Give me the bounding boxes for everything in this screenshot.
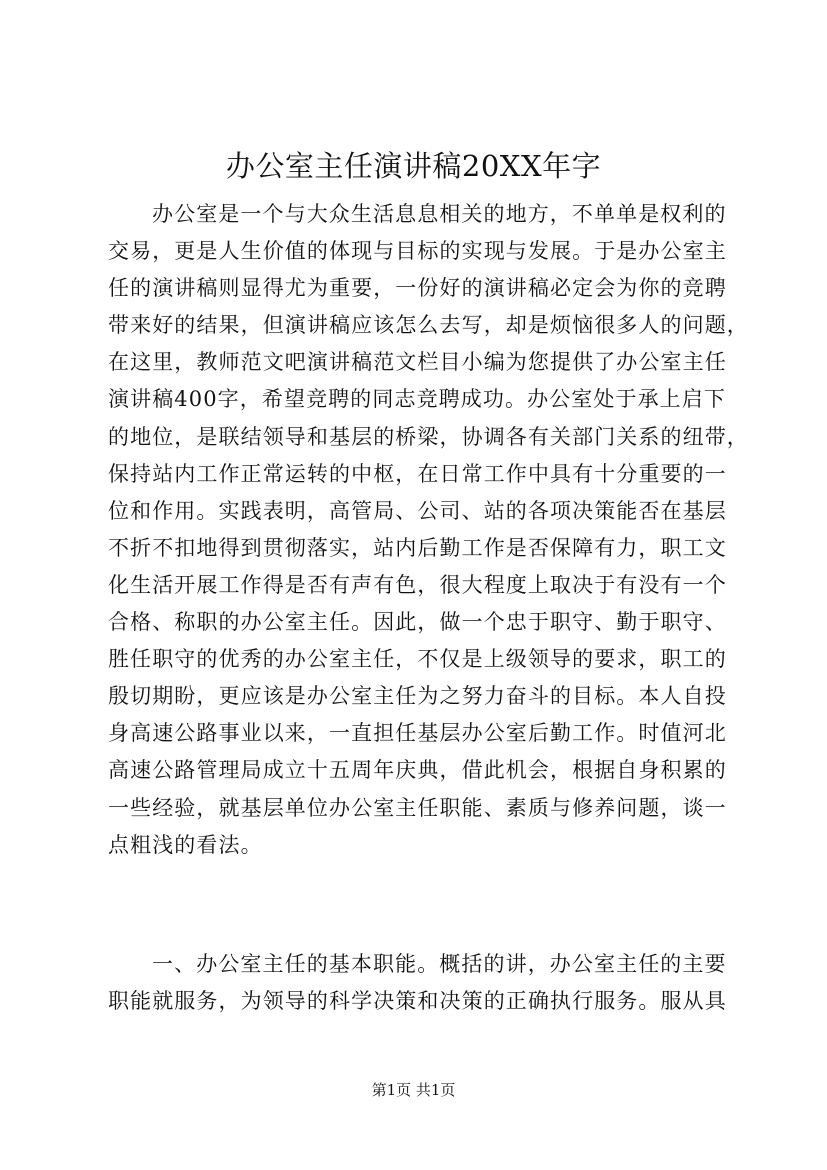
text-line: 点粗浅的看法。 xyxy=(108,832,263,857)
paragraph-2 xyxy=(108,946,748,1020)
text-line: 身高速公路事业以来，一直担任基层办公室后勤工作。时值河北 xyxy=(108,721,727,746)
text-line: 的地位，是联结领导和基层的桥梁，协调各有关部门关系的纽带， xyxy=(108,424,749,449)
document-title: 办公室主任演讲稿20XX年字 xyxy=(225,149,602,183)
text-line: 高速公路管理局成立十五周年庆典，借此机会，根据自身积累的 xyxy=(108,758,727,783)
text-line: 位和作用。实践表明，高管局、公司、站的各项决策能否在基层 xyxy=(108,498,727,523)
text-line: 一些经验，就基层单位办公室主任职能、素质与修养问题，谈一 xyxy=(108,795,727,820)
text-line: 职能就服务，为领导的科学决策和决策的正确执行服务。服从具 xyxy=(108,989,727,1014)
page-number-footer: 第1页 共1页 xyxy=(371,1081,456,1099)
text-line: 胜任职守的优秀的办公室主任，不仅是上级领导的要求，职工的 xyxy=(108,647,727,672)
text-line: 办公室是一个与大众生活息息相关的地方，不单单是权利的 xyxy=(152,202,727,226)
text-line: 任的演讲稿则显得尤为重要，一份好的演讲稿必定会为你的竞聘 xyxy=(108,276,727,301)
text-line: 一、办公室主任的基本职能。概括的讲，办公室主任的主要 xyxy=(152,952,727,976)
text-line: 交易，更是人生价值的体现与目标的实现与发展。于是办公室主 xyxy=(108,239,727,264)
text-line: 殷切期盼，更应该是办公室主任为之努力奋斗的目标。本人自投 xyxy=(108,684,727,709)
text-line: 合格、称职的办公室主任。因此，做一个忠于职守、勤于职守、 xyxy=(108,610,727,635)
text-line: 带来好的结果，但演讲稿应该怎么去写，却是烦恼很多人的问题， xyxy=(108,313,749,338)
text-line: 保持站内工作正常运转的中枢，在日常工作中具有十分重要的一 xyxy=(108,461,727,486)
text-line: 化生活开展工作得是否有声有色，很大程度上取决于有没有一个 xyxy=(108,572,727,597)
text-line: 不折不扣地得到贯彻落实，站内后勤工作是否保障有力，职工文 xyxy=(108,535,727,560)
text-line: 在这里，教师范文吧演讲稿范文栏目小编为您提供了办公室主任 xyxy=(108,350,727,375)
paragraph-1 xyxy=(108,196,748,864)
text-line: 演讲稿400字，希望竞聘的同志竞聘成功。办公室处于承上启下 xyxy=(108,387,726,412)
